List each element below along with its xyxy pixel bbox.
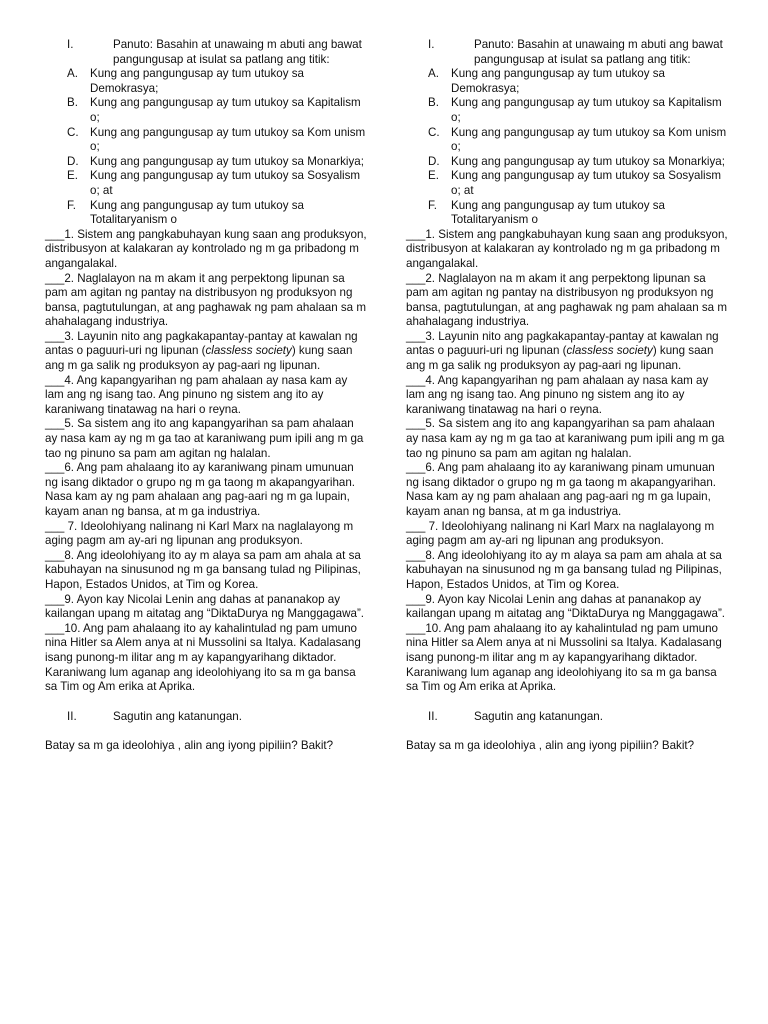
question-item bbox=[45, 461, 369, 519]
question-number: 9. bbox=[425, 592, 436, 606]
question-italic-term: classless society bbox=[566, 344, 653, 358]
essay-question: Batay sa m ga ideolohiya , alin ang iyong pipiliin? Bakit? bbox=[406, 739, 695, 753]
question-item bbox=[406, 549, 730, 593]
question-text: Sa sistem ang ito ang kapangyarihan sa pam ahalaan ay nasa kam ay ng m ga tao at karaniwang pum ipili ang m ga tao ng pinuno sa pam am agitan ng halalan. bbox=[45, 417, 364, 460]
question-number: 9. bbox=[64, 592, 75, 606]
answer-blank[interactable]: ___ bbox=[45, 227, 65, 241]
question-number: 2. bbox=[425, 271, 436, 285]
question-text: Ideolohiyang nalinang ni Karl Marx na naglalayong m aging pagm am ay-ari ng lipunan ang produksyon. bbox=[45, 519, 354, 548]
instructions-text: Panuto: Basahin at unawaing m abuti ang bawat pangungusap at isulat sa patlang ang titik: bbox=[113, 38, 362, 66]
options-list bbox=[45, 67, 369, 228]
question-italic-term: classless society bbox=[205, 344, 292, 358]
question-number: 6. bbox=[64, 461, 75, 475]
question-item bbox=[406, 228, 730, 272]
worksheet-column-right bbox=[406, 38, 730, 766]
answer-blank[interactable]: ___ bbox=[45, 373, 65, 387]
answer-blank[interactable]: ___ bbox=[406, 373, 426, 387]
option-letter: E. bbox=[428, 169, 439, 183]
question-text: Ang kapangyarihan ng pam ahalaan ay nasa kam ay lam ang ng isang tao. Ang pinuno ng sistem ang ito ay karaniwang tinatawag na hari o reyna. bbox=[406, 373, 709, 416]
question-number: 7. bbox=[67, 519, 78, 533]
option-item bbox=[406, 199, 730, 228]
question-item bbox=[406, 417, 730, 461]
option-letter: F. bbox=[67, 198, 77, 212]
question-text: Sa sistem ang ito ang kapangyarihan sa pam ahalaan ay nasa kam ay ng m ga tao at karaniwang pum ipili ang m ga tao ng pinuno sa pam am agitan ng halalan. bbox=[406, 417, 725, 460]
answer-blank[interactable]: ___ bbox=[45, 271, 65, 285]
question-item bbox=[406, 330, 730, 374]
question-item bbox=[45, 330, 369, 374]
instructions bbox=[45, 38, 369, 67]
option-text: Kung ang pangungusap ay tum utukoy sa Monarkiya; bbox=[90, 154, 364, 168]
answer-blank[interactable]: ___ bbox=[45, 329, 65, 343]
option-letter: B. bbox=[67, 96, 78, 110]
option-letter: C. bbox=[428, 125, 440, 139]
question-text: Ang pam ahalaang ito ay kahalintulad ng pam umuno nina Hitler sa Alem anya at ni Mussolini sa Italya. Kadalasang isang punong-m ilitar ang m ay kapangyarihang diktador. Karaniwang lum aganap ang ideolohiyang ito sa m ga bansa sa Tim og Am erika at Aprika. bbox=[406, 621, 722, 694]
question-number: 10. bbox=[425, 621, 442, 635]
question-text: Ideolohiyang nalinang ni Karl Marx na naglalayong m aging pagm am ay-ari ng lipunan ang produksyon. bbox=[406, 519, 715, 548]
option-text: Kung ang pangungusap ay tum utukoy sa Sosyalism o; at bbox=[451, 169, 722, 197]
question-text: Sistem ang pangkabuhayan kung saan ang produksyon, distribusyon at kalakaran ay kontrolado ng m ga pribadong m angangalakal. bbox=[45, 227, 367, 270]
option-letter: D. bbox=[428, 154, 440, 168]
answer-blank[interactable]: ___ bbox=[45, 621, 65, 635]
option-item bbox=[406, 96, 730, 125]
question-number: 8. bbox=[425, 548, 436, 562]
question-number: 5. bbox=[64, 417, 75, 431]
question-text: Ang ideolohiyang ito ay m alaya sa pam am ahala at sa kabuhayan na sinusunod ng m ga bansang tulad ng Pilipinas, Hapon, Estados Unidos, at Tim og Korea. bbox=[406, 548, 722, 591]
answer-blank[interactable]: ___ bbox=[406, 461, 426, 475]
section-numeral: II. bbox=[428, 709, 438, 723]
option-text: Kung ang pangungusap ay tum utukoy sa Demokrasya; bbox=[90, 67, 304, 95]
question-number: 2. bbox=[64, 271, 75, 285]
answer-blank[interactable]: ___ bbox=[406, 417, 426, 431]
question-item bbox=[45, 549, 369, 593]
question-item bbox=[45, 622, 369, 695]
option-text: Kung ang pangungusap ay tum utukoy sa Totalitaryanism o bbox=[90, 198, 304, 227]
section-two-instruction: Sagutin ang katanungan. bbox=[113, 709, 242, 723]
section-two-heading bbox=[45, 710, 369, 725]
question-item bbox=[406, 272, 730, 330]
option-letter: A. bbox=[428, 67, 439, 81]
answer-blank[interactable]: ___ bbox=[45, 461, 65, 475]
option-text: Kung ang pangungusap ay tum utukoy sa Kom unism o; bbox=[451, 125, 727, 154]
option-text: Kung ang pangungusap ay tum utukoy sa Kom unism o; bbox=[90, 125, 366, 154]
option-letter: B. bbox=[428, 96, 439, 110]
option-item bbox=[45, 155, 369, 170]
worksheet-column-left bbox=[45, 38, 369, 766]
answer-blank[interactable]: ___ bbox=[45, 417, 65, 431]
option-item bbox=[45, 67, 369, 96]
question-text: Ayon kay Nicolai Lenin ang dahas at pananakop ay kailangan upang m aitatag ang “DiktaDurya ng Manggagawa”. bbox=[45, 592, 365, 621]
questions-list bbox=[406, 228, 730, 695]
question-item bbox=[45, 593, 369, 622]
answer-blank[interactable]: ___ bbox=[406, 329, 426, 343]
section-numeral: II. bbox=[67, 709, 77, 723]
option-item bbox=[406, 126, 730, 155]
question-text: Layunin nito ang pagkakapantay-pantay at kawalan ng antas o paguuri-uri ng lipunan ( bbox=[45, 329, 358, 358]
section-two-instruction: Sagutin ang katanungan. bbox=[474, 709, 603, 723]
question-text: Ayon kay Nicolai Lenin ang dahas at pananakop ay kailangan upang m aitatag ang “DiktaDurya ng Manggagawa”. bbox=[406, 592, 726, 621]
option-letter: C. bbox=[67, 125, 79, 139]
answer-blank[interactable]: ___ bbox=[406, 519, 429, 533]
section-two-heading bbox=[406, 710, 730, 725]
option-item bbox=[45, 126, 369, 155]
question-item bbox=[45, 417, 369, 461]
option-text: Kung ang pangungusap ay tum utukoy sa Kapitalism o; bbox=[90, 96, 361, 124]
option-item bbox=[406, 67, 730, 96]
question-number: 4. bbox=[425, 373, 436, 387]
instructions-text: Panuto: Basahin at unawaing m abuti ang bawat pangungusap at isulat sa patlang ang titik: bbox=[474, 38, 723, 66]
option-item bbox=[406, 169, 730, 198]
answer-blank[interactable]: ___ bbox=[406, 621, 426, 635]
question-number: 6. bbox=[425, 461, 436, 475]
question-text: Ang ideolohiyang ito ay m alaya sa pam am ahala at sa kabuhayan na sinusunod ng m ga bansang tulad ng Pilipinas, Hapon, Estados Unidos, at Tim og Korea. bbox=[45, 548, 361, 591]
option-text: Kung ang pangungusap ay tum utukoy sa Kapitalism o; bbox=[451, 96, 722, 124]
question-number: 3. bbox=[425, 329, 436, 343]
option-item bbox=[406, 155, 730, 170]
option-letter: A. bbox=[67, 67, 78, 81]
question-item bbox=[45, 374, 369, 418]
option-item bbox=[45, 169, 369, 198]
question-item bbox=[45, 272, 369, 330]
answer-blank[interactable]: ___ bbox=[45, 592, 65, 606]
question-number: 3. bbox=[64, 329, 75, 343]
instructions bbox=[406, 38, 730, 67]
section-numeral: I. bbox=[67, 38, 74, 51]
question-text: Ang kapangyarihan ng pam ahalaan ay nasa kam ay lam ang ng isang tao. Ang pinuno ng sistem ang ito ay karaniwang tinatawag na hari o reyna. bbox=[45, 373, 348, 416]
question-item bbox=[45, 520, 369, 549]
options-list bbox=[406, 67, 730, 228]
question-text: Naglalayon na m akam it ang perpektong lipunan sa pam am agitan ng pantay na distribusyon ng produksyon ng bansa, pagtutulungan, at ang paghawak ng pam ahalaan sa m ahahalagang industriya. bbox=[45, 271, 367, 329]
option-item bbox=[45, 199, 369, 228]
question-text: Ang pam ahalaang ito ay kahalintulad ng pam umuno nina Hitler sa Alem anya at ni Mussolini sa Italya. Kadalasang isang punong-m ilitar ang m ay kapangyarihang diktador. Karaniwang lum aganap ang ideolohiyang ito sa m ga bansa sa Tim og Am erika at Aprika. bbox=[45, 621, 361, 694]
question-item bbox=[406, 520, 730, 549]
answer-blank[interactable]: ___ bbox=[406, 271, 426, 285]
answer-blank[interactable]: ___ bbox=[406, 548, 426, 562]
answer-blank[interactable]: ___ bbox=[406, 592, 426, 606]
question-item bbox=[406, 374, 730, 418]
question-text-after: ) kung saan ang m ga salik ng produksyon ay pag-aari ng lipunan. bbox=[45, 344, 353, 373]
answer-blank[interactable]: ___ bbox=[45, 548, 65, 562]
option-text: Kung ang pangungusap ay tum utukoy sa Totalitaryanism o bbox=[451, 198, 665, 227]
question-item bbox=[406, 622, 730, 695]
option-text: Kung ang pangungusap ay tum utukoy sa Demokrasya; bbox=[451, 67, 665, 95]
question-number: 8. bbox=[64, 548, 75, 562]
option-letter: F. bbox=[428, 198, 438, 212]
option-text: Kung ang pangungusap ay tum utukoy sa Monarkiya; bbox=[451, 154, 725, 168]
answer-blank[interactable]: ___ bbox=[45, 519, 68, 533]
option-letter: D. bbox=[67, 154, 79, 168]
question-text: Sistem ang pangkabuhayan kung saan ang produksyon, distribusyon at kalakaran ay kontrolado ng m ga pribadong m angangalakal. bbox=[406, 227, 728, 270]
question-text: Ang pam ahalaang ito ay karaniwang pinam umunuan ng isang diktador o grupo ng m ga taong m akapangyarihan. Nasa kam ay ng pam ahalaan ang pag-aari ng m ga lupain, kayam anan ng bansa, at m ga industriya. bbox=[45, 461, 356, 518]
question-text-after: ) kung saan ang m ga salik ng produksyon ay pag-aari ng lipunan. bbox=[406, 344, 714, 373]
question-number: 7. bbox=[428, 519, 439, 533]
question-number: 4. bbox=[64, 373, 75, 387]
question-text: Ang pam ahalaang ito ay karaniwang pinam umunuan ng isang diktador o grupo ng m ga taong m akapangyarihan. Nasa kam ay ng pam ahalaan ang pag-aari ng m ga lupain, kayam anan ng bansa, at m ga industriya. bbox=[406, 461, 717, 518]
question-text: Layunin nito ang pagkakapantay-pantay at kawalan ng antas o paguuri-uri ng lipunan ( bbox=[406, 329, 719, 358]
question-item bbox=[406, 461, 730, 519]
question-item bbox=[45, 228, 369, 272]
question-number: 1. bbox=[425, 227, 436, 241]
option-letter: E. bbox=[67, 169, 78, 183]
essay-question: Batay sa m ga ideolohiya , alin ang iyong pipiliin? Bakit? bbox=[45, 739, 334, 753]
answer-blank[interactable]: ___ bbox=[406, 227, 426, 241]
question-number: 10. bbox=[64, 621, 81, 635]
question-text: Naglalayon na m akam it ang perpektong lipunan sa pam am agitan ng pantay na distribusyon ng produksyon ng bansa, pagtutulungan, at ang paghawak ng pam ahalaan sa m ahahalagang industriya. bbox=[406, 271, 728, 329]
question-number: 1. bbox=[64, 227, 75, 241]
option-item bbox=[45, 96, 369, 125]
question-number: 5. bbox=[425, 417, 436, 431]
questions-list bbox=[45, 228, 369, 695]
section-numeral: I. bbox=[428, 38, 435, 51]
option-text: Kung ang pangungusap ay tum utukoy sa Sosyalism o; at bbox=[90, 169, 361, 197]
question-item bbox=[406, 593, 730, 622]
